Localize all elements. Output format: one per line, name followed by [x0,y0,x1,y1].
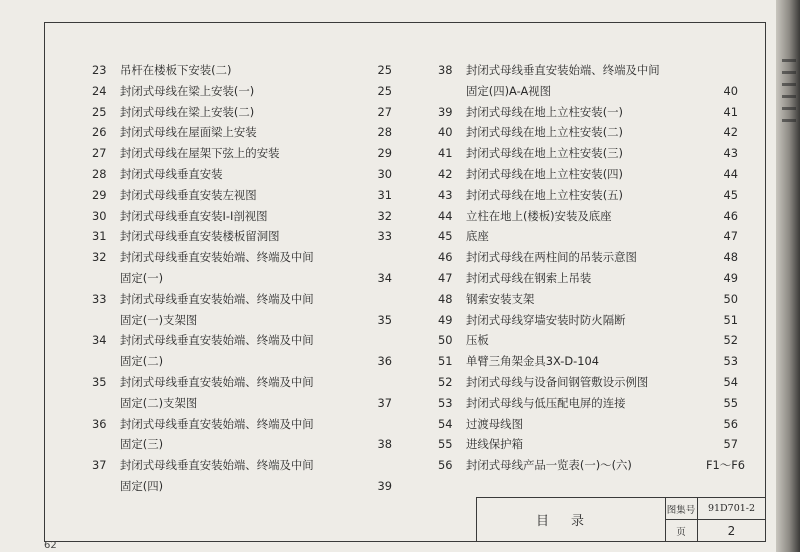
toc-entry-number: 48 [438,291,453,306]
toc-entry-title [120,102,254,123]
toc-entry-title-line: 封闭式母线与低压配电屏的连接 [466,395,626,410]
toc-entry [92,60,392,81]
toc-entry-title [120,206,268,227]
toc-entry-number: 38 [438,63,453,77]
toc-entry-title-line: 封闭式母线垂直安装始端、终端及中间 [120,250,314,265]
toc-entry-page: 50 [723,291,738,306]
toc-entry-title [120,289,314,331]
toc-entry-title [466,310,625,331]
toc-entry-title-line: 封闭式母线垂直安装始端、终端及中间 [120,416,314,431]
toc-entry-title [120,455,314,497]
toc-entry-title-line: 固定(四) [120,478,164,493]
toc-entry-title-line: 钢索安装支架 [466,291,535,306]
toc-entry-title-line: 封闭式母线在钢索上吊装 [466,270,592,285]
toc-entry-title-line: 封闭式母线穿墙安装时防火隔断 [466,312,626,327]
toc-entry-page: 32 [377,208,392,223]
title-block [476,497,765,541]
toc-entry-title [466,102,623,123]
toc-entry-page: 52 [723,333,738,348]
toc-entry-page: F1～F6 [706,458,745,473]
toc-entry-title [120,372,314,414]
toc-entry-page: 39 [377,478,392,493]
toc-entry [438,247,768,268]
toc-entry [438,185,768,206]
toc-entry-number: 40 [438,125,453,140]
toc-entry [438,393,768,414]
toc-entry-title [466,330,489,351]
toc-entry-title [120,247,314,289]
toc-entry-page: 44 [723,166,738,181]
toc-entry-title-line: 封闭式母线垂直安装始端、终端及中间 [120,374,314,389]
toc-entry-number: 31 [92,229,107,244]
toc-entry-page: 55 [723,395,738,410]
toc-entry [92,372,392,414]
toc-entry [438,310,768,331]
toc-entry-title [466,60,660,102]
toc-entry-title-line: 封闭式母线在两柱间的吊装示意图 [466,250,637,265]
toc-entry-number: 34 [92,333,107,348]
toc-entry-page: 31 [377,187,392,202]
toc-entry-title [120,60,231,81]
toc-entry-number: 47 [438,270,453,285]
toc-entry-page: 57 [723,437,738,452]
toc-entry-title-line: 封闭式母线在地上立柱安装(三) [466,146,623,161]
toc-entry-title-line: 封闭式母线在地上立柱安装(五) [466,187,623,202]
toc-entry [438,206,768,227]
toc-entry-title-line: 封闭式母线垂直安装始端、终端及中间 [466,63,660,77]
toc-entry-title-line: 封闭式母线与设备间钢管敷设示例图 [466,374,649,389]
toc-entry-title-line: 过渡母线图 [466,416,523,431]
toc-entry-title [466,122,623,143]
footer-page-number: 62 [44,540,57,551]
toc-entry-number: 52 [438,374,453,389]
toc-entry-page: 42 [723,125,738,140]
toc-entry-title-line: 封闭式母线垂直安装始端、终端及中间 [120,291,314,306]
toc-entry-page: 48 [723,250,738,265]
toc-entry-number: 23 [92,63,107,77]
toc-entry-number: 43 [438,187,453,202]
toc-entry-title-line: 固定(三) [120,437,164,452]
toc-entry-title-line: 封闭式母线在梁上安装(二) [120,104,255,119]
toc-entry-number: 24 [92,83,107,98]
toc-entry [438,289,768,310]
toc-entry-title [466,247,637,268]
toc-entry [438,434,768,455]
toc-entry [438,455,768,476]
toc-entry-title-line: 封闭式母线垂直安装 [120,166,223,181]
page-label: 页 [665,520,698,541]
toc-entry-page: 25 [377,83,392,98]
toc-entry-number: 36 [92,416,107,431]
toc-entry [438,351,768,372]
toc-entry-title [466,226,489,247]
toc-entry-title-line: 封闭式母线在屋面梁上安装 [120,125,257,140]
toc-entry-title [466,164,623,185]
toc-entry-number: 46 [438,250,453,265]
toc-entry-title-line: 封闭式母线在地上立柱安装(二) [466,125,623,140]
toc-entry-title [466,268,591,289]
toc-entry-title [466,372,648,393]
toc-entry-title-line: 吊杆在楼板下安装(二) [120,63,232,77]
toc-entry [92,330,392,372]
toc-entry [92,164,392,185]
toc-entry-page: 47 [723,229,738,244]
toc-entry-title-line: 固定(一) [120,270,164,285]
toc-entry-title [466,455,632,476]
toc-entry-title-line: 封闭式母线在屋架下弦上的安装 [120,146,280,161]
title-block-meta [665,498,765,541]
toc-entry-title [120,122,257,143]
toc-entry-number: 44 [438,208,453,223]
toc-entry-number: 53 [438,395,453,410]
toc-entry-title [466,143,623,164]
toc-entry [438,143,768,164]
toc-entry-page: 46 [723,208,738,223]
toc-entry-number: 39 [438,104,453,119]
toc-entry-page: 36 [377,354,392,369]
toc-entry [438,102,768,123]
toc-entry-title [466,351,599,372]
toc-entry-page: 51 [723,312,738,327]
toc-entry-title [120,164,223,185]
toc-entry-title-line: 封闭式母线垂直安装始端、终端及中间 [120,333,314,348]
toc-entry [438,164,768,185]
toc-entry-page: 27 [377,104,392,119]
toc-entry-number: 26 [92,125,107,140]
toc-entry-page: 40 [723,83,738,98]
toc-entry-page: 33 [377,229,392,244]
toc-entry-page: 35 [377,312,392,327]
toc-entry-title-line: 固定(四)A-A视图 [466,83,552,98]
toc-entry-title-line: 封闭式母线在地上立柱安装(四) [466,166,623,181]
toc-entry [92,247,392,289]
toc-entry [92,81,392,102]
toc-entry-number: 29 [92,187,107,202]
toc-entry-title-line: 封闭式母线产品一览表(一)～(六) [466,458,632,473]
toc-entry-page: 53 [723,354,738,369]
toc-entry-title-line: 封闭式母线垂直安装左视图 [120,187,257,202]
toc-entry [92,143,392,164]
toc-entry-title-line: 单臂三角架金具3X-D-104 [466,354,599,369]
toc-entry-title-line: 固定(一)支架图 [120,312,198,327]
toc-entry-title-line: 封闭式母线在地上立柱安装(一) [466,104,623,119]
toc-entry-number: 35 [92,374,107,389]
atlas-number-label: 图集号 [665,498,698,520]
toc-entry-number: 51 [438,354,453,369]
toc-entry [92,455,392,497]
toc-left-column [92,60,392,497]
toc-entry-title-line: 压板 [466,333,489,348]
toc-entry-page: 38 [377,437,392,452]
toc-entry [438,60,768,102]
toc-entry [438,268,768,289]
toc-entry-number: 42 [438,166,453,181]
toc-entry-page: 49 [723,270,738,285]
toc-entry-page: 43 [723,146,738,161]
toc-entry-page: 37 [377,395,392,410]
toc-entry-title [120,81,254,102]
toc-entry-page: 30 [377,166,392,181]
toc-entry-page: 25 [377,63,392,77]
toc-entry-title-line: 底座 [466,229,489,244]
toc-entry-number: 54 [438,416,453,431]
title-block-title: 目录 [477,498,666,541]
toc-entry-title-line: 进线保护箱 [466,437,523,452]
toc-entry-number: 55 [438,437,453,452]
toc-entry-title [120,185,257,206]
toc-entry-title [466,393,625,414]
toc-entry [92,102,392,123]
toc-entry-page: 29 [377,146,392,161]
toc-entry-number: 41 [438,146,453,161]
toc-entry-page: 41 [723,104,738,119]
toc-entry-title-line: 立柱在地上(楼板)安装及底座 [466,208,612,223]
toc-entry-number: 49 [438,312,453,327]
binding-edge [776,0,800,552]
toc-entry-title [466,414,523,435]
toc-entry-page: 56 [723,416,738,431]
toc-entry [92,414,392,456]
toc-entry-page: 28 [377,125,392,140]
toc-entry [438,414,768,435]
toc-entry [438,226,768,247]
toc-entry-title-line: 封闭式母线垂直安装始端、终端及中间 [120,458,314,473]
toc-entry-title [466,289,534,310]
toc-entry-number: 27 [92,146,107,161]
toc-entry-number: 30 [92,208,107,223]
toc-entry-page: 45 [723,187,738,202]
toc-entry-number: 32 [92,250,107,265]
toc-entry-title [466,185,623,206]
toc-entry-number: 45 [438,229,453,244]
toc-entry-title [466,434,523,455]
toc-entry-number: 28 [92,166,107,181]
toc-entry [92,226,392,247]
toc-entry-title [120,330,314,372]
toc-entry-number: 33 [92,291,107,306]
atlas-number-value: 91D701-2 [698,498,765,520]
toc-entry-number: 37 [92,458,107,473]
toc-entry-number: 56 [438,458,453,473]
toc-entry [438,372,768,393]
toc-entry [438,122,768,143]
page-value: 2 [727,523,736,538]
toc-entry-number: 25 [92,104,107,119]
toc-entry-title [120,226,279,247]
toc-entry-title-line: 封闭式母线垂直安装楼板留洞图 [120,229,280,244]
toc-entry-title-line: 封闭式母线垂直安装I-I剖视图 [120,208,268,223]
toc-entry [92,289,392,331]
toc-entry-title [466,206,612,227]
toc-entry-title-line: 固定(二)支架图 [120,395,198,410]
toc-entry-page: 34 [377,270,392,285]
toc-entry [92,185,392,206]
toc-entry [92,206,392,227]
toc-entry-title [120,143,279,164]
toc-entry-number: 50 [438,333,453,348]
toc-entry [92,122,392,143]
toc-entry-title-line: 固定(二) [120,354,164,369]
toc-entry-title [120,414,314,456]
toc-entry-page: 54 [723,374,738,389]
toc-entry-title-line: 封闭式母线在梁上安装(一) [120,83,255,98]
toc-right-column [438,60,768,476]
toc-entry [438,330,768,351]
